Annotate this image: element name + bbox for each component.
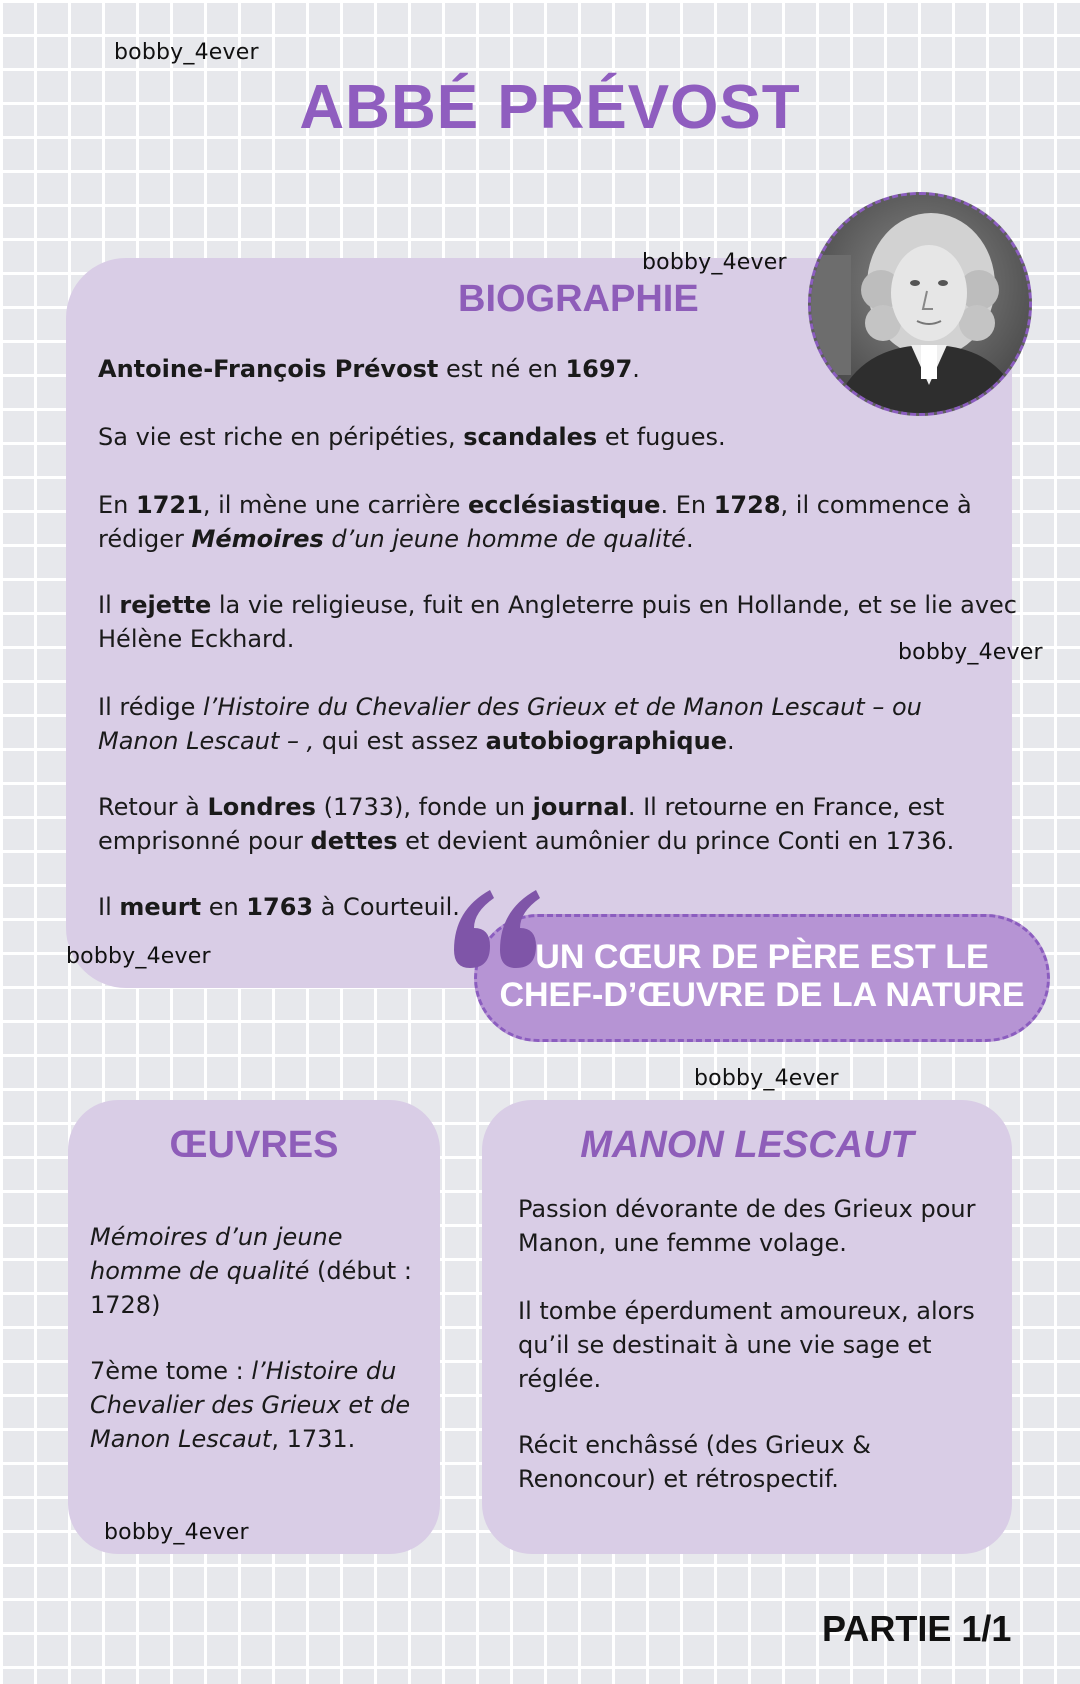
- bio-text: en: [201, 893, 247, 921]
- page-footer: PARTIE 1/1: [822, 1608, 1012, 1649]
- manon-text: qu’il se destinait à une vie sage et: [518, 1331, 932, 1359]
- bio-text: qui est assez: [314, 727, 486, 755]
- work-title: l’Histoire du: [251, 1357, 397, 1385]
- bio-paragraph-3: [98, 488, 972, 556]
- quote-line-2: CHEF-D’ŒUVRE DE LA NATURE: [499, 976, 1025, 1014]
- bio-work-title: l’Histoire du Chevalier des Grieux et de Manon Lescaut – ou: [203, 693, 922, 721]
- watermark: bobby_4ever: [66, 944, 211, 969]
- work-text: (début :: [309, 1257, 412, 1285]
- watermark: bobby_4ever: [694, 1066, 839, 1091]
- bio-text: (1733), fonde un: [315, 793, 533, 821]
- watermark: bobby_4ever: [104, 1520, 249, 1545]
- watermark: bobby_4ever: [642, 250, 787, 275]
- work-title: Chevalier des Grieux et de: [90, 1391, 411, 1419]
- bio-text: Retour à: [98, 793, 208, 821]
- bio-text: .: [632, 355, 640, 383]
- bio-text: . En: [660, 491, 714, 519]
- manon-paragraph-1: [518, 1192, 975, 1260]
- bio-text: rédiger: [98, 525, 192, 553]
- bio-text: .: [685, 525, 694, 553]
- manon-text: Renoncour) et rétrospectif.: [518, 1465, 839, 1493]
- bio-bold: journal: [532, 793, 628, 821]
- bio-year: 1763: [246, 893, 314, 921]
- manon-text: Passion dévorante de des Grieux pour: [518, 1195, 976, 1223]
- manon-heading: MANON LESCAUT: [580, 1124, 914, 1166]
- bio-text: Il rédige: [98, 693, 204, 721]
- work-text: 1728): [90, 1291, 161, 1319]
- bio-text: et devient aumônier du prince Conti en 1736.: [397, 827, 955, 855]
- bio-work-title: Mémoires: [191, 525, 324, 553]
- portrait-image: [808, 192, 1032, 416]
- bio-paragraph-5: [98, 690, 922, 758]
- work-title: Manon Lescaut: [90, 1425, 272, 1453]
- bio-work-title: d’un jeune homme de qualité: [323, 525, 686, 553]
- manon-paragraph-3: [518, 1428, 871, 1496]
- bio-year: 1697: [565, 355, 633, 383]
- bio-bold: ecclésiastique: [467, 491, 661, 519]
- bio-text: est né en: [438, 355, 566, 383]
- work-title: homme de qualité: [90, 1257, 310, 1285]
- bio-text: En: [98, 491, 137, 519]
- biographie-heading: BIOGRAPHIE: [458, 278, 699, 320]
- manon-paragraph-2: [518, 1294, 975, 1396]
- page-title: ABBÉ PRÉVOST: [299, 73, 801, 142]
- quote-line-1: UN CŒUR DE PÈRE EST LE: [535, 938, 989, 976]
- bio-text: Sa vie est riche en péripéties,: [98, 423, 464, 451]
- bio-year: 1721: [136, 491, 203, 519]
- oeuvres-heading: ŒUVRES: [169, 1124, 339, 1166]
- bio-bold: autobiographique: [485, 727, 727, 755]
- bio-text: , il commence à: [780, 491, 972, 519]
- work-text: , 1731.: [271, 1425, 356, 1453]
- bio-text: emprisonné pour: [98, 827, 311, 855]
- oeuvres-card: [68, 1100, 440, 1554]
- bio-text: Il: [98, 591, 120, 619]
- bio-bold: scandales: [463, 423, 598, 451]
- manon-text: Récit enchâssé (des Grieux &: [518, 1431, 871, 1459]
- bio-year: 1728: [713, 491, 781, 519]
- bio-paragraph-7: [98, 890, 460, 924]
- bio-text: . Il retourne en France, est: [627, 793, 945, 821]
- manon-text: Il tombe éperdument amoureux, alors: [518, 1297, 975, 1325]
- bio-bold: Londres: [207, 793, 316, 821]
- bio-paragraph-1: [98, 352, 640, 386]
- bio-bold: meurt: [119, 893, 202, 921]
- oeuvres-work-1: [90, 1220, 412, 1322]
- bio-work-title: Manon Lescaut – ,: [98, 727, 315, 755]
- bio-text: Il: [98, 893, 120, 921]
- bio-text: à Courteuil.: [313, 893, 460, 921]
- work-text: 7ème tome :: [90, 1357, 252, 1385]
- manon-text: Manon, une femme volage.: [518, 1229, 847, 1257]
- bio-paragraph-2: [98, 420, 726, 454]
- bio-bold: rejette: [119, 591, 212, 619]
- bio-text: .: [726, 727, 735, 755]
- bio-text: et fugues.: [597, 423, 726, 451]
- bio-paragraph-6: [98, 790, 954, 858]
- bio-paragraph-4: [98, 588, 1017, 656]
- manon-text: réglée.: [518, 1365, 602, 1393]
- bio-text: , il mène une carrière: [202, 491, 468, 519]
- bio-text: Hélène Eckhard.: [98, 625, 295, 653]
- work-title: Mémoires d’un jeune: [90, 1223, 343, 1251]
- watermark: bobby_4ever: [114, 40, 259, 65]
- bio-text: la vie religieuse, fuit en Angleterre puis en Hollande, et se lie avec: [211, 591, 1017, 619]
- oeuvres-work-2: [90, 1354, 410, 1456]
- watermark: bobby_4ever: [898, 640, 1043, 665]
- bio-bold: dettes: [310, 827, 398, 855]
- bio-name: Antoine-François Prévost: [98, 355, 439, 383]
